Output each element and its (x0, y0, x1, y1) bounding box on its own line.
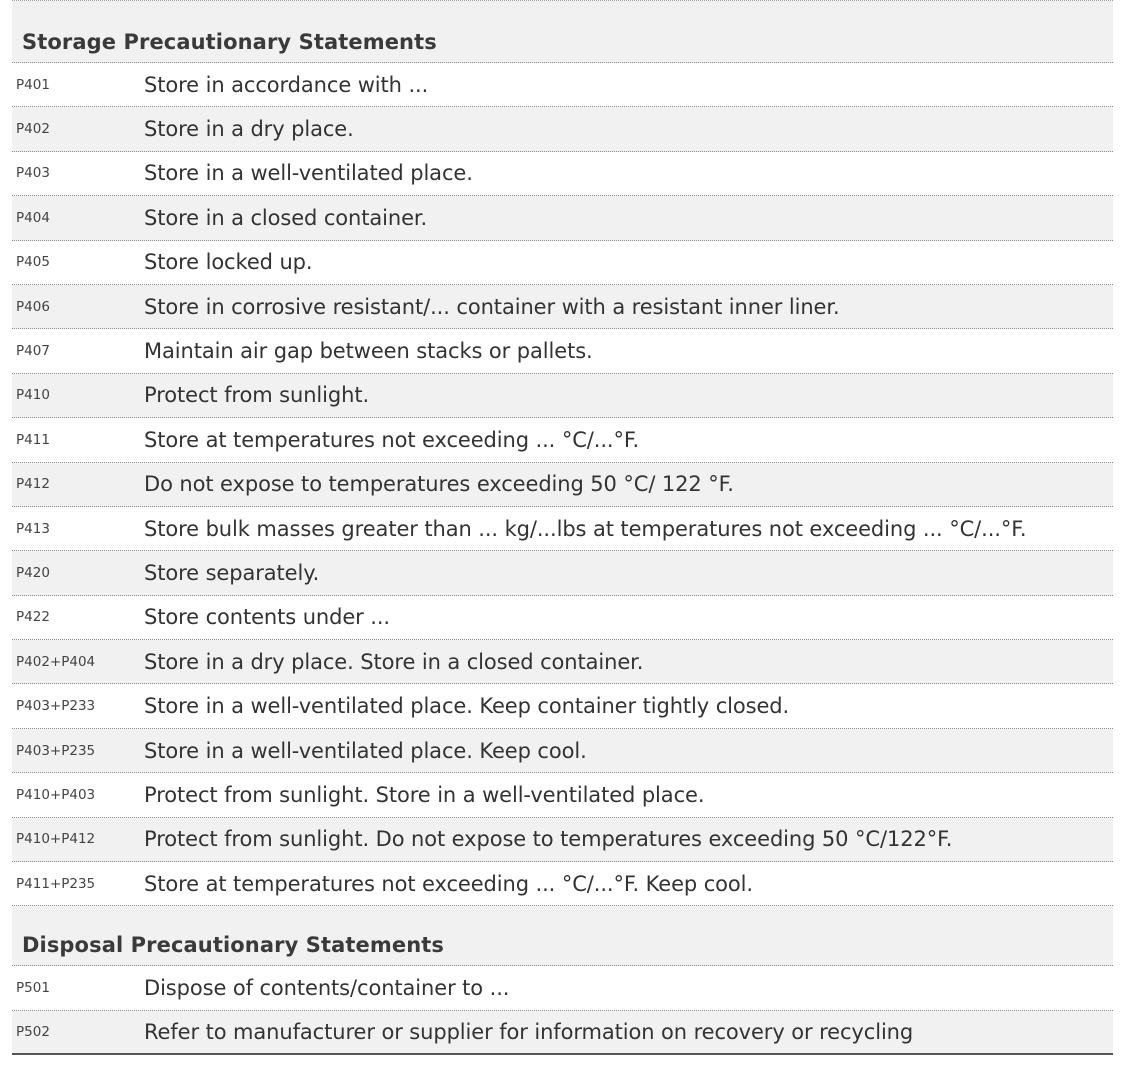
statement-code: P402+P404 (16, 653, 96, 670)
statement-text: Store in a well-ventilated place. (144, 161, 473, 186)
table-row (12, 507, 1113, 551)
statement-text: Store contents under ... (144, 605, 391, 630)
table-row (12, 818, 1113, 862)
statement-text: Protect from sunlight. (144, 383, 370, 408)
table-row (12, 63, 1113, 107)
section-title: Disposal Precautionary Statements (22, 933, 444, 958)
table-row (12, 196, 1113, 240)
section-title: Storage Precautionary Statements (22, 30, 437, 54)
table-row (12, 729, 1113, 773)
statement-text: Store in accordance with ... (144, 72, 429, 97)
table-row (12, 418, 1113, 462)
table-row (12, 966, 1113, 1010)
table-row (12, 640, 1113, 684)
statement-code: P402 (16, 121, 50, 138)
table-row (12, 152, 1113, 196)
table-row (12, 329, 1113, 373)
statement-text: Store in corrosive resistant/... container with a resistant inner liner. (144, 294, 840, 319)
statement-code: P404 (16, 209, 50, 226)
statement-code: P410+P403 (16, 786, 96, 803)
statement-code: P412 (16, 476, 50, 493)
table-row (12, 374, 1113, 418)
table-row (12, 596, 1113, 640)
statement-code: P403+P233 (16, 698, 96, 715)
statement-text: Store bulk masses greater than ... kg/...lbs at temperatures not exceeding ... °C/...°F. (144, 516, 1027, 541)
statement-text: Store at temperatures not exceeding ... °C/...°F. Keep cool. (144, 871, 753, 896)
statement-text: Store in a closed container. (144, 205, 428, 230)
section-header-disposal (12, 906, 1113, 966)
statement-code: P410 (16, 387, 50, 404)
statement-code: P501 (16, 980, 50, 997)
statement-code: P422 (16, 609, 50, 626)
statement-code: P411+P235 (16, 875, 96, 892)
statement-code: P401 (16, 76, 50, 93)
statement-text: Store locked up. (144, 250, 313, 275)
statement-code: P406 (16, 298, 50, 315)
table-row (12, 862, 1113, 906)
statement-code: P405 (16, 254, 50, 271)
statement-code: P502 (16, 1024, 50, 1040)
statement-text: Store at temperatures not exceeding ... °C/...°F. (144, 427, 640, 452)
table-row (12, 285, 1113, 329)
table-row (12, 684, 1113, 728)
statement-code: P403+P235 (16, 742, 96, 759)
precautionary-statements-table (12, 0, 1113, 1055)
statement-code: P407 (16, 343, 50, 360)
statement-text: Store in a dry place. Store in a closed container. (144, 649, 644, 674)
statement-code: P413 (16, 520, 50, 537)
statement-code: P403 (16, 165, 50, 182)
section-header-storage (12, 1, 1113, 63)
statement-text: Protect from sunlight. Do not expose to temperatures exceeding 50 °C/122°F. (144, 827, 953, 852)
statement-text: Protect from sunlight. Store in a well-ventilated place. (144, 782, 705, 807)
table-row (12, 241, 1113, 285)
statement-text: Refer to manufacturer or supplier for information on recovery or recycling (144, 1020, 914, 1044)
table-row (12, 551, 1113, 595)
statement-text: Dispose of contents/container to ... (144, 976, 510, 1001)
statement-text: Do not expose to temperatures exceeding 50 °C/ 122 °F. (144, 472, 734, 497)
statement-code: P420 (16, 564, 50, 581)
table-row (12, 463, 1113, 507)
statement-code: P410+P412 (16, 831, 96, 848)
statement-code: P411 (16, 431, 50, 448)
table-row (12, 107, 1113, 151)
table-row (12, 1011, 1113, 1055)
statement-text: Store separately. (144, 560, 320, 585)
table-row (12, 773, 1113, 817)
statement-text: Store in a dry place. (144, 117, 354, 142)
statement-text: Maintain air gap between stacks or pallets. (144, 339, 593, 364)
statement-text: Store in a well-ventilated place. Keep cool. (144, 738, 587, 763)
statement-text: Store in a well-ventilated place. Keep container tightly closed. (144, 694, 790, 719)
